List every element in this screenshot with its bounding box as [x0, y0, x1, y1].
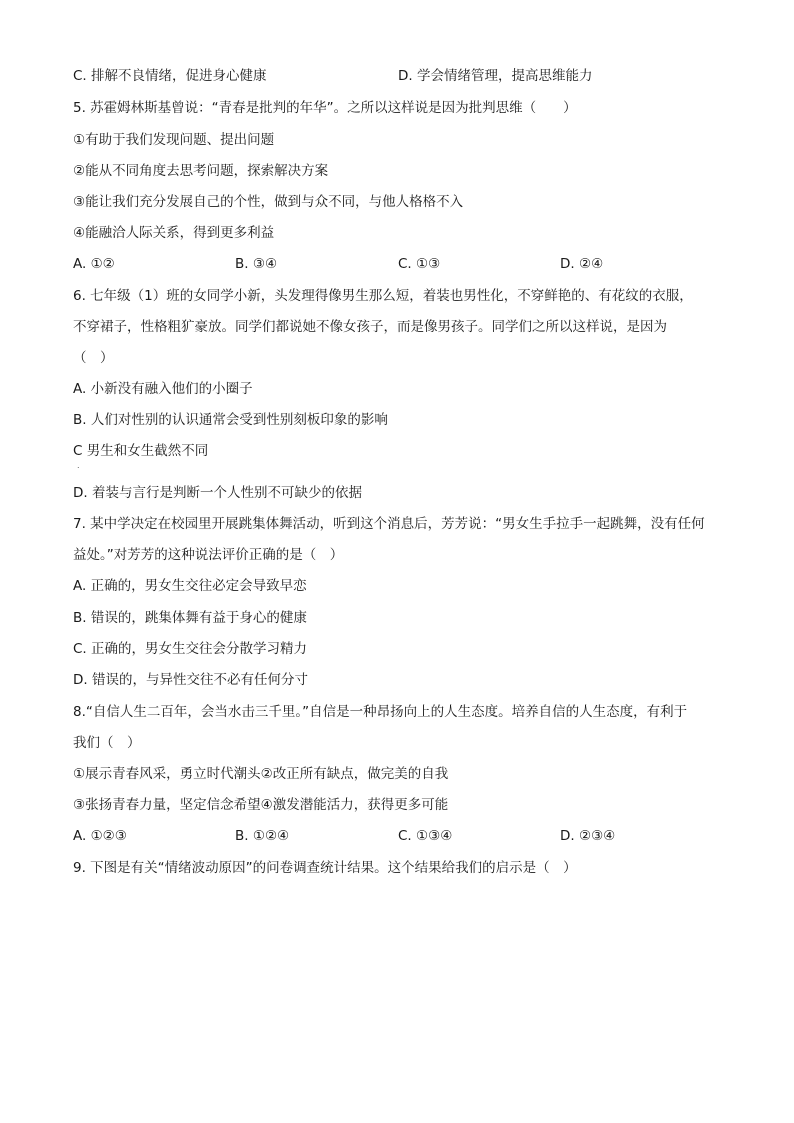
- q5-item-3: ③能让我们充分发展自己的个性，做到与众不同，与他人格格不入: [73, 194, 464, 210]
- q5-item-1: ①有助于我们发现问题、提出问题: [73, 132, 275, 148]
- q5-option-c: C. ①③: [398, 256, 441, 272]
- q7-stem-line-2: 益处。”对芳芳的这种说法评价正确的是（ ）: [73, 547, 344, 563]
- q8-option-c: C. ①③④: [398, 828, 453, 844]
- q5-option-b: B. ③④: [235, 256, 278, 272]
- q8-items-line-1: ①展示青春风采，勇立时代潮头②改正所有缺点，做完美的自我: [73, 766, 449, 782]
- q8-stem-line-2: 我们（ ）: [73, 735, 141, 751]
- stray-mark: .: [77, 461, 80, 470]
- q8-option-d: D. ②③④: [560, 828, 616, 844]
- q9-stem: 9. 下图是有关“情绪波动原因”的问卷调查统计结果。这个结果给我们的启示是（ ）: [73, 860, 577, 876]
- q6-option-a: A. 小新没有融入他们的小圈子: [73, 381, 253, 397]
- q5-item-4: ④能融洽人际关系，得到更多利益: [73, 225, 275, 241]
- q6-stem-line-3: （ ）: [73, 350, 114, 366]
- q5-stem: 5. 苏霍姆林斯基曾说：“青春是批判的年华”。之所以这样说是因为批判思维（ ）: [73, 100, 577, 116]
- q6-option-b: B. 人们对性别的认识通常会受到性别刻板印象的影响: [73, 412, 388, 428]
- q5-option-a: A. ①②: [73, 256, 115, 272]
- q8-option-b: B. ①②④: [235, 828, 290, 844]
- q7-option-a: A. 正确的，男女生交往必定会导致早恋: [73, 578, 307, 594]
- q4-options-row: [73, 67, 733, 85]
- q8-items-line-2: ③张扬青春力量，坚定信念希望④激发潜能活力，获得更多可能: [73, 797, 449, 813]
- q7-stem-line-1: 7. 某中学决定在校园里开展跳集体舞活动，听到这个消息后，芳芳说：“男女生手拉手一起跳舞，没有任何: [73, 516, 705, 532]
- q6-option-d: D. 着装与言行是判断一个人性别不可缺少的依据: [73, 485, 362, 501]
- q8-option-a: A. ①②③: [73, 828, 127, 844]
- q5-option-d: D. ②④: [560, 256, 604, 272]
- q6-stem-line-2: 不穿裙子，性格粗犷豪放。同学们都说她不像女孩子，而是像男孩子。同学们之所以这样说，是因为: [73, 319, 667, 335]
- q7-option-c: C. 正确的，男女生交往会分散学习精力: [73, 641, 308, 657]
- q8-stem-line-1: 8.“自信人生二百年，会当水击三千里。”自信是一种昂扬向上的人生态度。培养自信的人生态度，有利于: [73, 704, 688, 720]
- q7-option-b: B. 错误的，跳集体舞有益于身心的健康: [73, 610, 307, 626]
- q6-stem-line-1: 6. 七年级（1）班的女同学小新，头发理得像男生那么短，着装也男性化，不穿鲜艳的、有花纹的衣服，: [73, 288, 693, 304]
- q4-option-d: D. 学会情绪管理，提高思维能力: [398, 68, 593, 84]
- q8-options-row: [73, 827, 733, 845]
- q4-option-c: C. 排解不良情绪，促进身心健康: [73, 68, 267, 84]
- q5-item-2: ②能从不同角度去思考问题，探索解决方案: [73, 163, 329, 179]
- q5-options-row: [73, 255, 733, 273]
- q6-option-c: C 男生和女生截然不同: [73, 443, 209, 459]
- q7-option-d: D. 错误的，与异性交往不必有任何分寸: [73, 672, 308, 688]
